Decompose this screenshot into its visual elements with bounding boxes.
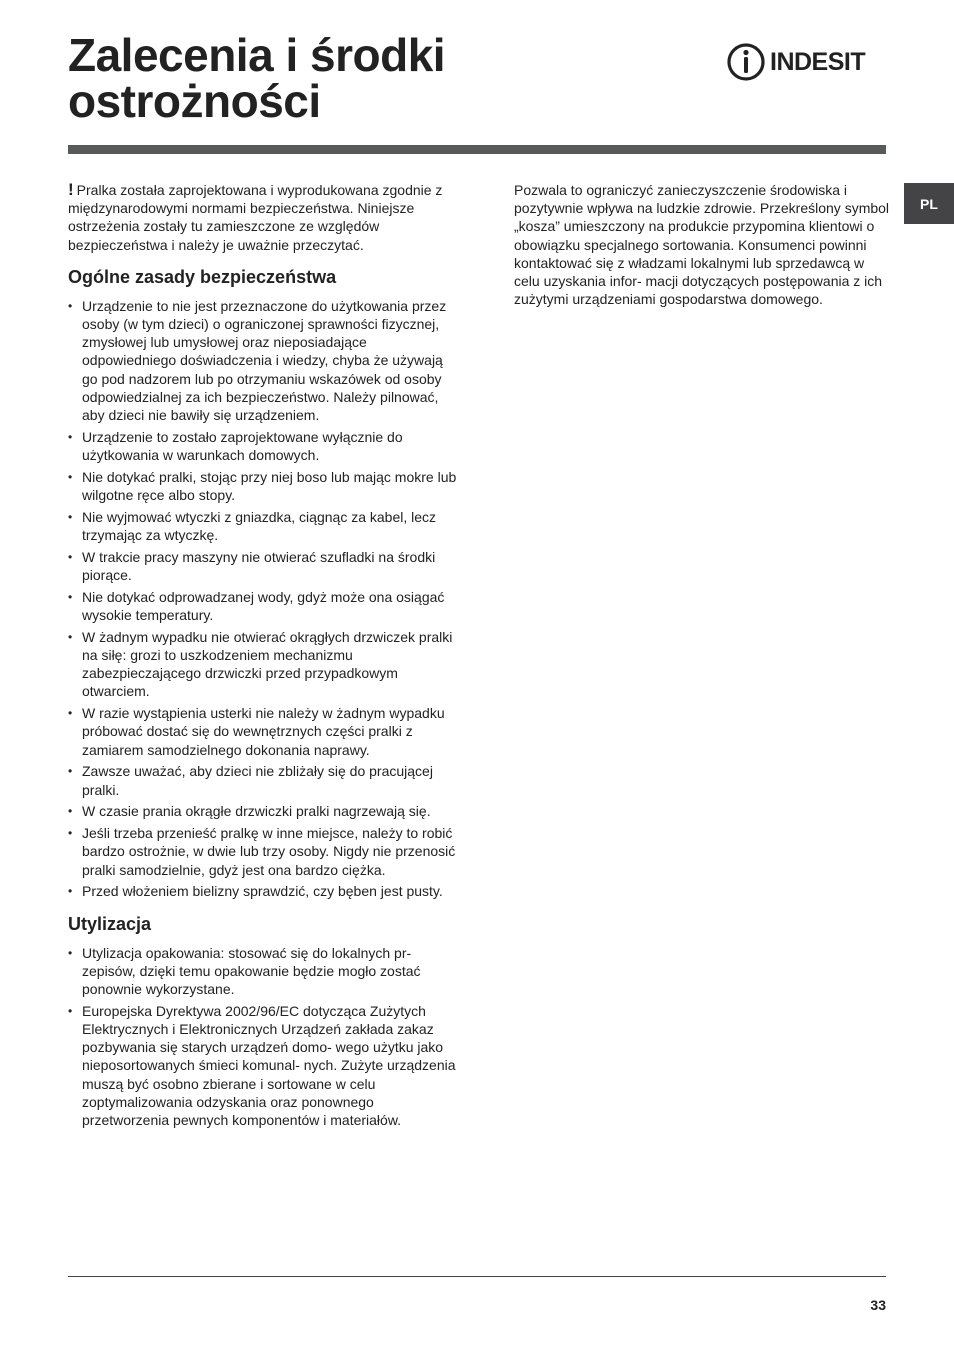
list-item: • W trakcie pracy maszyny nie otwierać szufladki na środki piorące. [68, 548, 460, 584]
disposal-continuation: Pozwala to ograniczyć zanieczyszczenie środowiska i pozytywnie wpływa na ludzkie zdrowie. Przekreślony symbol „kosza” umieszczony na produkcie przypomina klientowi o obowiązku specjalnego sortowania. Konsumenci powinni kontaktować się z władzami lokalnymi lub sprzedawcą w celu uzyskania infor- macji dotyczących postępowania z ich zużytymi urządzeniami gospodarstwa domowego. [514, 182, 890, 308]
brand-name: INDESIT [770, 48, 866, 76]
list-item: • Urządzenie to zostało zaprojektowane wyłącznie do użytkowania w warunkach domowych. [68, 428, 460, 464]
page-title-line-1: Zalecenia i środki [68, 29, 446, 81]
page-title [68, 29, 628, 127]
intro-paragraph [68, 181, 460, 254]
list-item: • W czasie prania okrągłe drzwiczki pralki nagrzewają się. [68, 802, 460, 820]
info-i-icon [726, 41, 766, 83]
list-item: • Nie wyjmować wtyczki z gniazdka, ciągnąc za kabel, lecz trzymając za wtyczkę. [68, 508, 460, 544]
list-item: • Jeśli trzeba przenieść pralkę w inne miejsce, należy to robić bardzo ostrożnie, w dwie lub trzy osoby. Nigdy nie przenosić pralki samodzielnie, gdyż jest ona bardzo ciężka. [68, 824, 460, 879]
warning-mark: ! [68, 180, 74, 199]
list-item: • Zawsze uważać, aby dzieci nie zbliżały się do pracującej pralki. [68, 762, 460, 798]
language-tab [904, 183, 954, 224]
list-item: • W żadnym wypadku nie otwierać okrągłych drzwiczek pralki na siłę: grozi to uszkodzeniem mechanizmu zabezpieczającego drzwiczki przed przypadkowym otwarciem. [68, 628, 460, 701]
general-safety-heading: Ogólne zasady bezpieczeństwa [68, 266, 337, 287]
list-item: • Nie dotykać pralki, stojąc przy niej boso lub mając mokre lub wilgotne ręce albo stopy. [68, 468, 460, 504]
list-item: • Nie dotykać odprowadzanej wody, gdyż może ona osiągać wysokie temperatury. [68, 588, 460, 624]
page-title-line-2: ostrożności [68, 75, 321, 127]
list-item: • W razie wystąpienia usterki nie należy w żadnym wypadku próbować dostać się do wewnętrznych części pralki z zamiarem samodzielnego dokonania naprawy. [68, 704, 460, 759]
list-item: • Przed włożeniem bielizny sprawdzić, czy bęben jest pusty. [68, 882, 460, 900]
page-number: 33 [870, 1297, 886, 1313]
title-divider [68, 145, 886, 154]
general-safety-list [68, 297, 460, 901]
language-tab-label: PL [920, 195, 938, 212]
intro-text: Pralka została zaprojektowana i wyprodukowana zgodnie z międzynarodowymi normami bezpieczeństwa. Niniejsze ostrzeżenia zostały tu zamieszczone ze względów bezpieczeństwa i należy je uważnie przeczytać. [68, 182, 443, 253]
disposal-heading: Utylizacja [68, 913, 152, 934]
left-column [68, 181, 460, 1133]
brand-logo [726, 41, 886, 83]
right-column [514, 181, 890, 308]
list-item: • Europejska Dyrektywa 2002/96/EC dotycząca Zużytych Elektrycznych i Elektronicznych Urządzeń zakłada zakaz pozbywania się starych urządzeń domo- wego użytku jako nieposortowanych śmieci komunal- nych. Zużyte urządzenia muszą być osobno zbierane i sortowane w celu zoptymalizowania odzyskania oraz ponownego przetworzenia pewnych komponentów i materiałów. [68, 1002, 460, 1129]
footer-divider [68, 1276, 886, 1277]
list-item: • Utylizacja opakowania: stosować się do lokalnych pr- zepisów, dzięki temu opakowanie będzie mogło zostać ponownie wykorzystane. [68, 944, 460, 999]
disposal-list [68, 944, 460, 1130]
list-item: • Urządzenie to nie jest przeznaczone do użytkowania przez osoby (w tym dzieci) o ograniczonej sprawności fizycznej, zmysłowej lub umysłowej oraz nieposiadające odpowiedniego doświadczenia i wiedzy, chyba że używają go pod nadzorem lub po otrzymaniu wskazówek od osoby odpowiedzialnej za ich bezpieczeństwo. Należy pilnować, aby dzieci nie bawiły się urządzeniem. [68, 297, 460, 424]
